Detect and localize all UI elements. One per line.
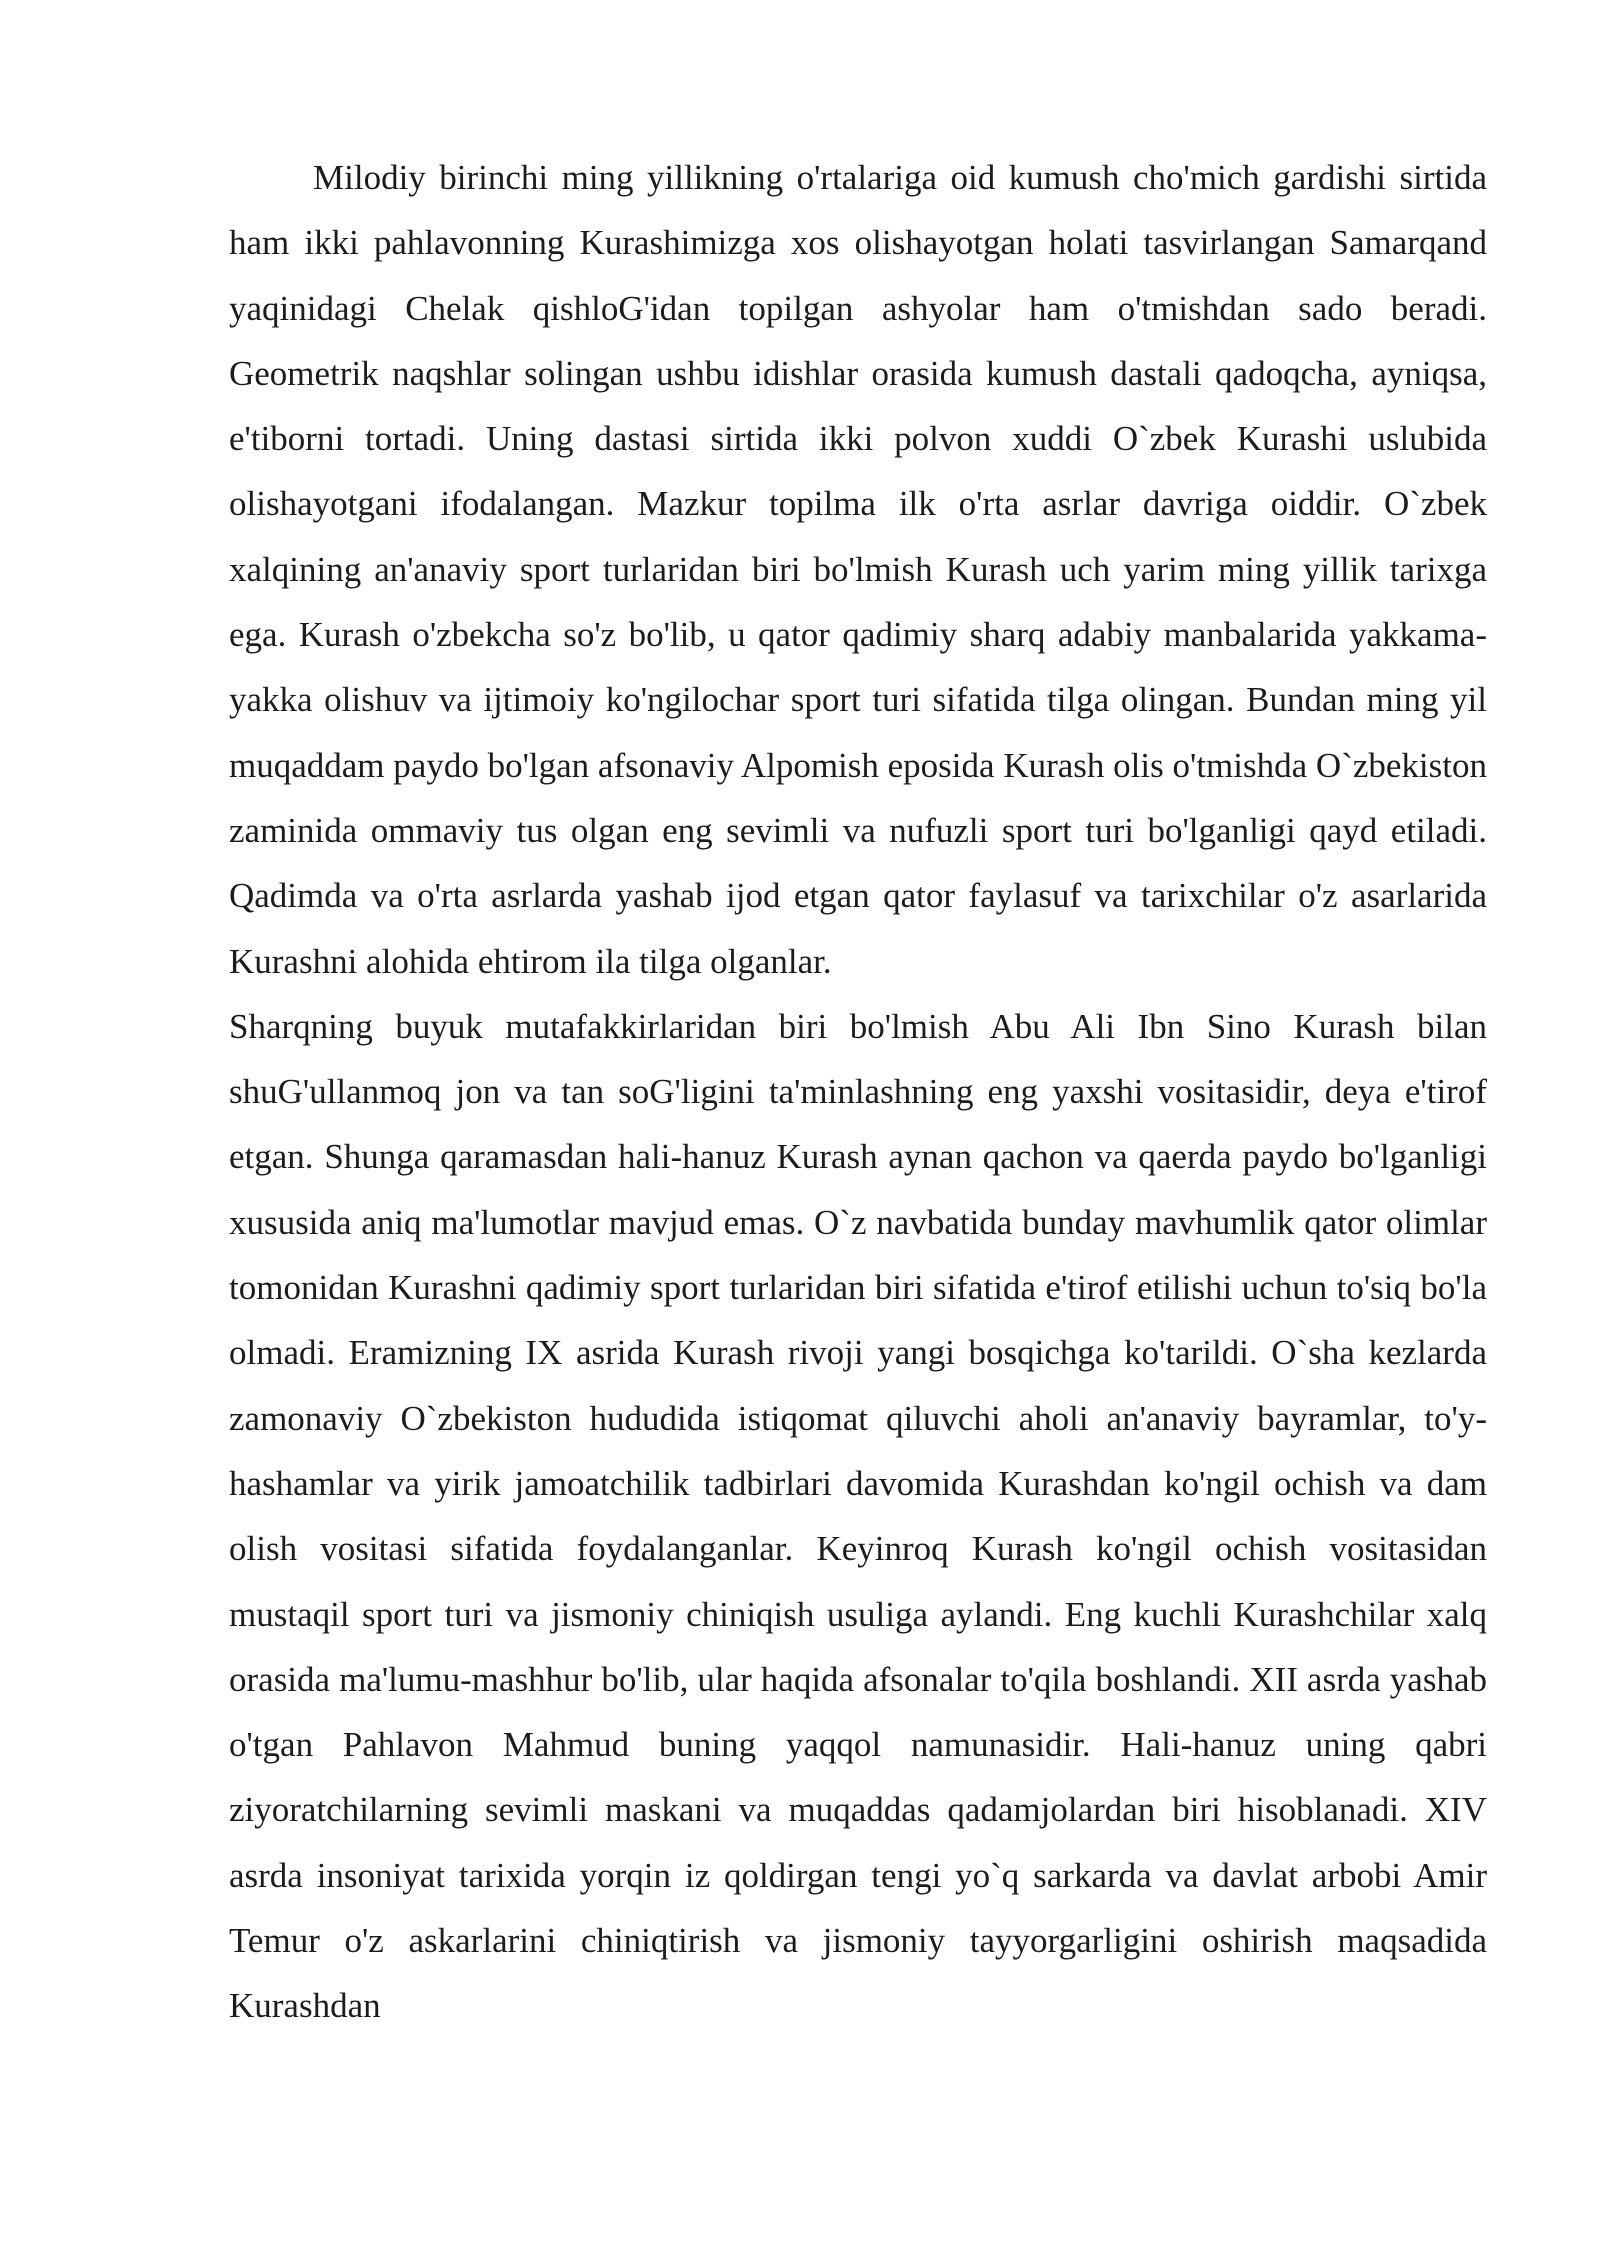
paragraph-1: Milodiy birinchi ming yillikning o'rtalariga oid kumush cho'mich gardishi sirtida ham ikki pahlavonning Kurashimizga xos olishayotgan holati tasvirlangan Samarqand yaqinidagi Chelak qishloG'idan topilgan ashyolar ham o'tmishdan sado beradi. Geometrik naqshlar solingan ushbu idishlar orasida kumush dastali qadoqcha, ayniqsa, e'tiborni tortadi. Uning dastasi sirtida ikki polvon xuddi O`zbek Kurashi uslubida olishayotgani ifodalangan. Mazkur topilma ilk o'rta asrlar davriga oiddir. O`zbek xalqining an'anaviy sport turlaridan biri bo'lmish Kurash uch yarim ming yillik tarixga ega. Kurash o'zbekcha so'z bo'lib, u qator qadimiy sharq adabiy manbalarida yakkama-yakka olishuv va ijtimoiy ko'ngilochar sport turi sifatida tilga olingan. Bundan ming yil muqaddam paydo bo'lgan afsonaviy Alpomish eposida Kurash olis o'tmishda O`zbekiston zaminida ommaviy tus olgan eng sevimli va nufuzli sport turi bo'lganligi qayd etiladi. Qadimda va o'rta asrlarda yashab ijod etgan qator faylasuf va tarixchilar o'z asarlarida Kurashni alohida ehtirom ila tilga olganlar.: [229, 158, 1487, 981]
paragraph-2: Sharqning buyuk mutafakkirlaridan biri bo'lmish Abu Ali Ibn Sino Kurash bilan shuG'ullanmoq jon va tan soG'ligini ta'minlashning eng yaxshi vositasidir, deya e'tirof etgan. Shunga qaramasdan hali-hanuz Kurash aynan qachon va qaerda paydo bo'lganligi xususida aniq ma'lumotlar mavjud emas. O`z navbatida bunday mavhumlik qator olimlar tomonidan Kurashni qadimiy sport turlaridan biri sifatida e'tirof etilishi uchun to'siq bo'la olmadi. Eramizning IX asrida Kurash rivoji yangi bosqichga ko'tarildi. O`sha kezlarda zamonaviy O`zbekiston hududida istiqomat qiluvchi aholi an'anaviy bayramlar, to'y-hashamlar va yirik jamoatchilik tadbirlari davomida Kurashdan ko'ngil ochish va dam olish vositasi sifatida foydalanganlar. Keyinroq Kurash ko'ngil ochish vositasidan mustaqil sport turi va jismoniy chiniqish usuliga aylandi. Eng kuchli Kurashchilar xalq orasida ma'lumu-mashhur bo'lib, ular haqida afsonalar to'qila boshlandi. XII asrda yashab o'tgan Pahlavon Mahmud buning yaqqol namunasidir. Hali-hanuz uning qabri ziyoratchilarning sevimli maskani va muqaddas qadamjolardan biri hisoblanadi. XIV asrda insoniyat tarixida yorqin iz qoldirgan tengi yo`q sarkarda va davlat arbobi Amir Temur o'z askarlarini chiniqtirish va jismoniy tayyorgarligini oshirish maqsadida Kurashdan: [229, 1006, 1487, 2026]
body-text: [229, 145, 1487, 2039]
